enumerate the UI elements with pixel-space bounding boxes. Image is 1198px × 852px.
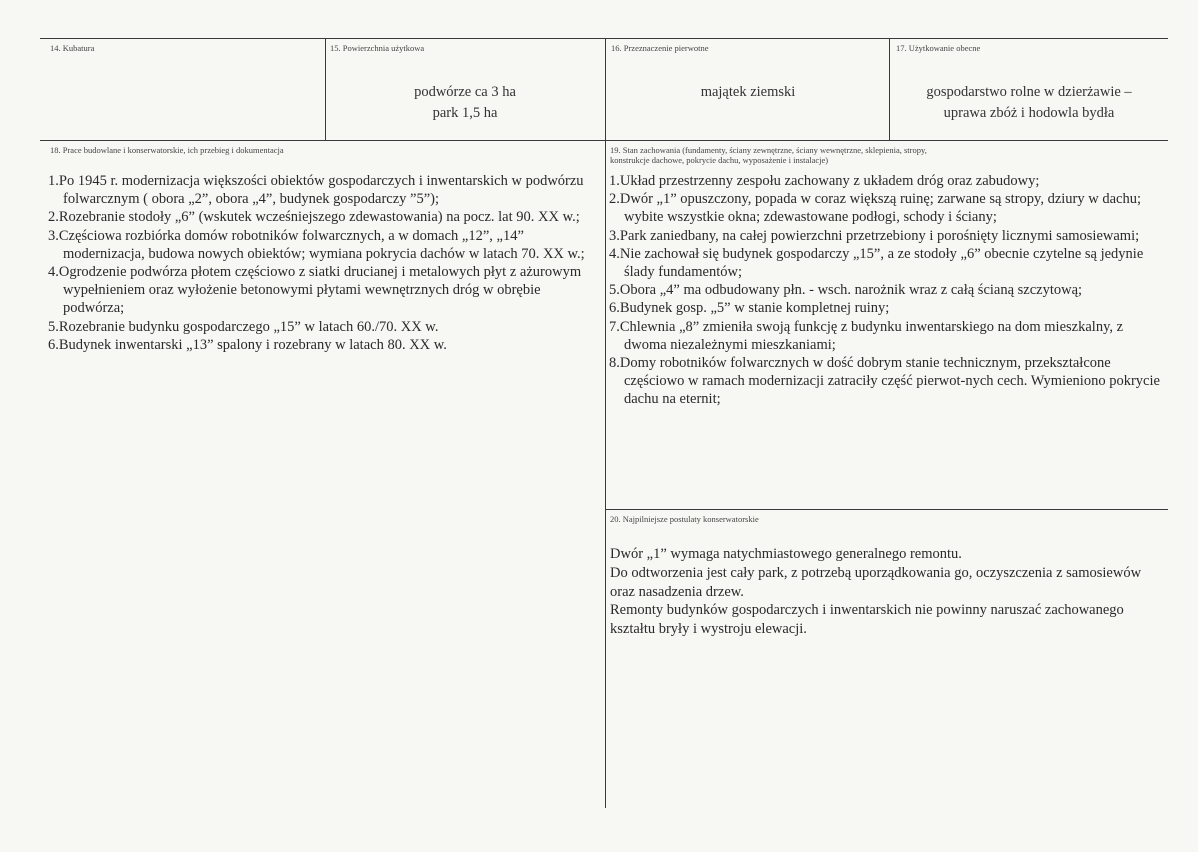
field-20-line: Do odtworzenia jest cały park, z potrzebą uporządkowania go, oczyszczenia z samosiewów oraz nasadzenia drzew. (610, 564, 1142, 600)
list-item: 4.Nie zachował się budynek gospodarczy „15”, a ze stodoły „6” obecnie czytelne są jedynie ślady fundamentów; (609, 245, 1144, 281)
field-17-line: gospodarstwo rolne w dzierżawie – (926, 84, 1132, 100)
list-item: 6.Budynek inwentarski „13” spalony i rozebrany w latach 80. XX w. (48, 336, 447, 353)
list-item: 3.Częściowa rozbiórka domów robotników folwarcznych, a w domach „12”, „14” modernizacja, budowa nowych obiektów; wymiana pokrycia dachów w latach 70. XX w.; (48, 227, 585, 262)
col-divider-16-17 (889, 38, 890, 141)
field-16-label: 16. Przeznaczenie pierwotne (611, 43, 709, 53)
list-item: 2.Dwór „1” opuszczony, popada w coraz większą ruinę; zarwane są stropy, dziury w dachu; wybite wszystkie okna; zdewastowane podłogi, schody i ściany; (609, 191, 1141, 226)
field-19-list (609, 172, 1165, 409)
list-item: 7.Chlewnia „8” zmieniła swoją funkcję z budynku inwentarskiego na dom mieszkalny, z dwoma niezależnymi mieszkaniami; (609, 318, 1124, 353)
list-item: 5.Obora „4” ma odbudowany płn. - wsch. narożnik wraz z całą ścianą szczytową; (609, 282, 1083, 299)
field-19-label-line-1: 19. Stan zachowania (fundamenty, ściany zewnętrzne, ściany wewnętrzne, sklepienia, stropy, (610, 145, 927, 155)
list-item: 6.Budynek gosp. „5” w stanie kompletnej ruiny; (609, 300, 890, 317)
section-20-divider (606, 509, 1168, 510)
list-item: 2.Rozebranie stodoły „6” (wskutek wcześniejszego zdewastowania) na pocz. lat 90. XX w.; (48, 209, 580, 226)
field-17-value (893, 82, 1165, 124)
field-15-line: park 1,5 ha (432, 105, 498, 121)
field-20-line: Dwór „1” wymaga natychmiastowego generalnego remontu. (610, 546, 962, 562)
row-divider-1 (40, 140, 1168, 141)
field-17-label: 17. Użytkowanie obecne (896, 43, 981, 53)
top-rule (40, 38, 1168, 39)
list-item: 3.Park zaniedbany, na całej powierzchni przetrzebiony i porośnięty licznymi samosiewami; (609, 227, 1140, 244)
list-item: 1.Po 1945 r. modernizacja większości obiektów gospodarczych i inwentarskich w podwórzu folwarcznym ( obora „2”, obora „4”, budynek gospodarczy ”5”); (48, 173, 584, 208)
list-item: 8.Domy robotników folwarcznych w dość dobrym stanie technicznym, przekształcone częściowo w ramach modernizacji zatraciły część pierwot-nych cech. Wymieniono pokrycie dachu na eternit; (609, 355, 1160, 408)
field-16-line: majątek ziemski (700, 84, 796, 100)
field-17-line: uprawa zbóż i hodowla bydła (943, 105, 1115, 121)
field-16-value (611, 82, 885, 103)
col-divider-center (605, 38, 606, 808)
field-20-text (610, 545, 1150, 639)
list-item: 5.Rozebranie budynku gospodarczego „15” w latach 60./70. XX w. (48, 318, 439, 335)
list-item: 4.Ogrodzenie podwórza płotem częściowo z siatki drucianej i metalowych płyt z ażurowym wypełnieniem oraz wyłożenie betonowymi płytami wewnętrznych dróg w obrębie podwórza; (48, 264, 582, 317)
field-15-line: podwórze ca 3 ha (414, 84, 516, 100)
field-15-value (330, 82, 600, 124)
list-item: 1.Układ przestrzenny zespołu zachowany z układem dróg oraz zabudowy; (609, 173, 1040, 189)
field-20-label: 20. Najpilniejsze postulaty konserwatorskie (610, 514, 759, 524)
field-15-label: 15. Powierzchnia użytkowa (330, 43, 425, 53)
field-18-list (48, 172, 600, 354)
field-19-label-line-2: konstrukcje dachowe, pokrycie dachu, wyposażenie i instalacje) (610, 155, 829, 165)
field-18-label: 18. Prace budowlane i konserwatorskie, ich przebieg i dokumentacja (50, 145, 284, 155)
field-14-label: 14. Kubatura (50, 43, 95, 53)
field-20-line: Remonty budynków gospodarczych i inwentarskich nie powinny naruszać zachowanego kształtu bryły i wystroju elewacji. (610, 602, 1124, 638)
col-divider-14-15 (325, 38, 326, 141)
